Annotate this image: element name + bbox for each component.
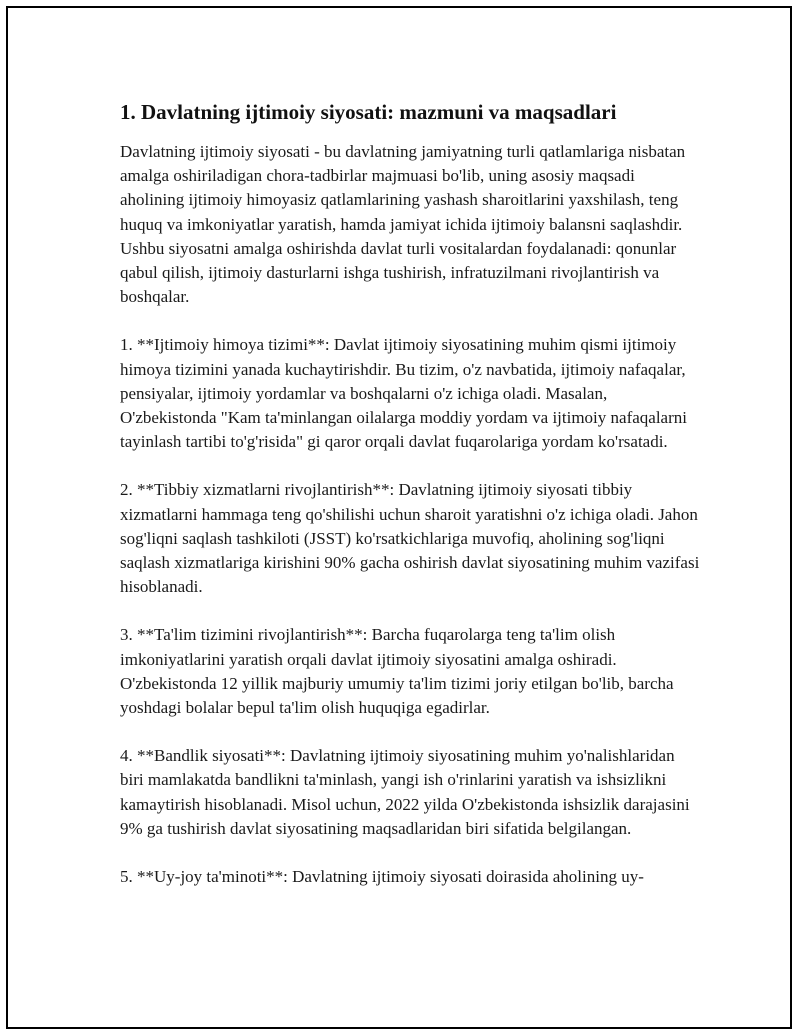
paragraph-employment: 4. **Bandlik siyosati**: Davlatning ijtimoiy siyosatining muhim yo'nalishlaridan biri mamlakatda bandlikni ta'minlash, yangi ish o'rinlarini yaratish va ishsizlikni kamaytirish hisoblanadi. Misol uchun, 2022 yilda O'zbekistonda ishsizlik darajasini 9% ga tushirish davlat siyosatining maqsadlaridan biri sifatida belgilangan.: [120, 746, 690, 838]
paragraph-medical-services: 2. **Tibbiy xizmatlarni rivojlantirish**: Davlatning ijtimoiy siyosati tibbiy xizmatlarni hammaga teng qo'shilishi uchun sharoit yaratishni o'z ichiga oladi. Jahon sog'liqni saqlash tashkiloti (JSST) ko'rsatkichlariga muvofiq, aholining sog'liqni saqlash xizmatlariga kirishini 90% gacha oshirish davlat siyosatining muhim vazifasi hisoblanadi.: [120, 480, 700, 597]
paragraph-housing: 5. **Uy-joy ta'minoti**: Davlatning ijtimoiy siyosati doirasida aholining uy-: [120, 867, 644, 887]
paragraph-education: 3. **Ta'lim tizimini rivojlantirish**: Barcha fuqarolarga teng ta'lim olish imkoniyatlarini yaratish orqali davlat ijtimoiy siyosatini amalga oshiradi. O'zbekistonda 12 yillik majburiy umumiy ta'lim tizimi joriy etilgan bo'lib, barcha yoshdagi bolalar bepul ta'lim olish huquqiga egadirlar.: [120, 625, 674, 718]
page-frame: [6, 6, 792, 1029]
document-body: [120, 98, 700, 889]
section-heading: 1. Davlatning ijtimoiy siyosati: mazmuni va maqsadlari: [120, 100, 617, 124]
intro-paragraph: Davlatning ijtimoiy siyosati - bu davlatning jamiyatning turli qatlamlariga nisbatan amalga oshiriladigan chora-tadbirlar majmuasi bo'lib, uning asosiy maqsadi aholining ijtimoiy himoyasiz qatlamlarining yashash sharoitlarini yaxshilash, teng huquq va imkoniyatlar yaratish, hamda jamiyat ichida ijtimoiy balansni saqlashdir. Ushbu siyosatni amalga oshirishda davlat turli vositalardan foydalanadi: qonunlar qabul qilish, ijtimoiy dasturlarni ishga tushirish, infratuzilmani rivojlantirish va boshqalar.: [120, 142, 686, 307]
paragraph-social-protection: 1. **Ijtimoiy himoya tizimi**: Davlat ijtimoiy siyosatining muhim qismi ijtimoiy himoya tizimini yanada kuchaytirishdir. Bu tizim, o'z navbatida, ijtimoiy nafaqalar, pensiyalar, ijtimoiy yordamlar va boshqalarni o'z ichiga oladi. Masalan, O'zbekistonda "Kam ta'minlangan oilalarga moddiy yordam va ijtimoiy nafaqalarni tayinlash tartibi to'g'risida" gi qaror orqali davlat fuqarolariga yordam ko'rsatadi.: [120, 335, 687, 452]
